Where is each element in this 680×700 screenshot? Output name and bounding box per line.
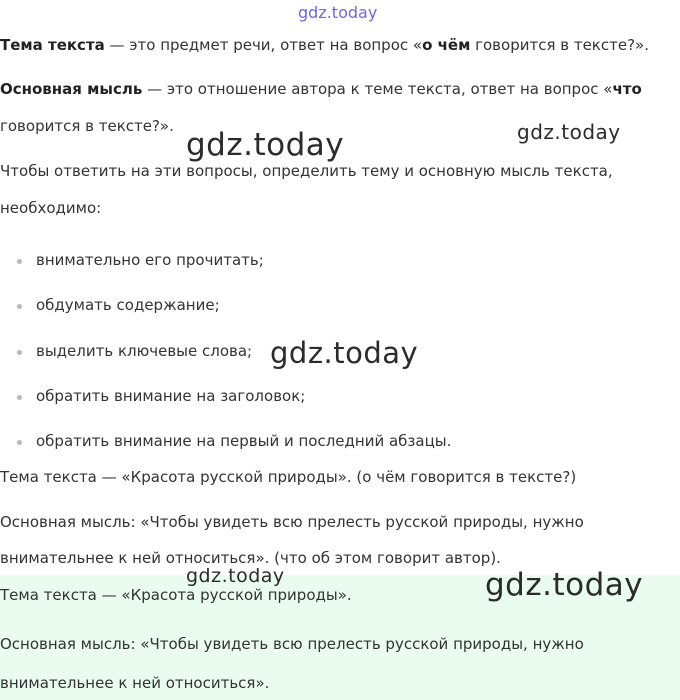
list-item: обратить внимание на первый и последний абзацы. <box>36 432 452 450</box>
bullet-icon <box>17 350 22 355</box>
watermark-top: gdz.today <box>298 3 378 22</box>
bullet-icon <box>17 395 22 400</box>
analysis-idea-line1: Основная мысль: «Чтобы увидеть всю прелесть русской природы, нужно <box>0 513 584 531</box>
answer-idea-line2: внимательнее к ней относиться». <box>0 674 270 692</box>
watermark-box-big: gdz.today <box>485 567 644 603</box>
watermark-left-big: gdz.today <box>186 127 345 163</box>
bullet-icon <box>17 259 22 264</box>
topic-term: Тема текста <box>0 36 105 54</box>
theory-idea-definition-cont: говорится в тексте?». <box>0 117 174 135</box>
watermark-right-mid: gdz.today <box>517 120 621 144</box>
topic-definition-text: — это предмет речи, ответ на вопрос « <box>104 36 423 54</box>
idea-term: Основная мысль <box>0 80 143 98</box>
topic-question-bold: о чём <box>422 36 471 54</box>
theory-instructions-line2: необходимо: <box>0 199 102 217</box>
topic-definition-end: говорится в тексте?». <box>470 36 649 54</box>
bullet-icon <box>17 304 22 309</box>
list-item: внимательно его прочитать; <box>36 251 264 269</box>
list-item: обратить внимание на заголовок; <box>36 387 306 405</box>
theory-topic-definition <box>0 35 649 55</box>
list-item: выделить ключевые слова; <box>36 342 253 360</box>
answer-topic: Тема текста — «Красота русской природы». <box>0 586 352 604</box>
theory-idea-definition <box>0 79 642 99</box>
idea-question-bold: что <box>612 80 642 98</box>
answer-idea-line1: Основная мысль: «Чтобы увидеть всю прелесть русской природы, нужно <box>0 635 584 653</box>
theory-instructions-line1: Чтобы ответить на эти вопросы, определить тему и основную мысль текста, <box>0 162 613 180</box>
watermark-box-small: gdz.today <box>186 565 285 587</box>
idea-definition-text: — это отношение автора к теме текста, ответ на вопрос « <box>142 80 613 98</box>
analysis-topic: Тема текста — «Красота русской природы». (о чём говорится в тексте?) <box>0 468 577 486</box>
list-item: обдумать содержание; <box>36 296 220 314</box>
watermark-center: gdz.today <box>270 336 419 370</box>
bullet-icon <box>17 440 22 445</box>
analysis-idea-line2: внимательнее к ней относиться». (что об этом говорит автор). <box>0 549 501 567</box>
